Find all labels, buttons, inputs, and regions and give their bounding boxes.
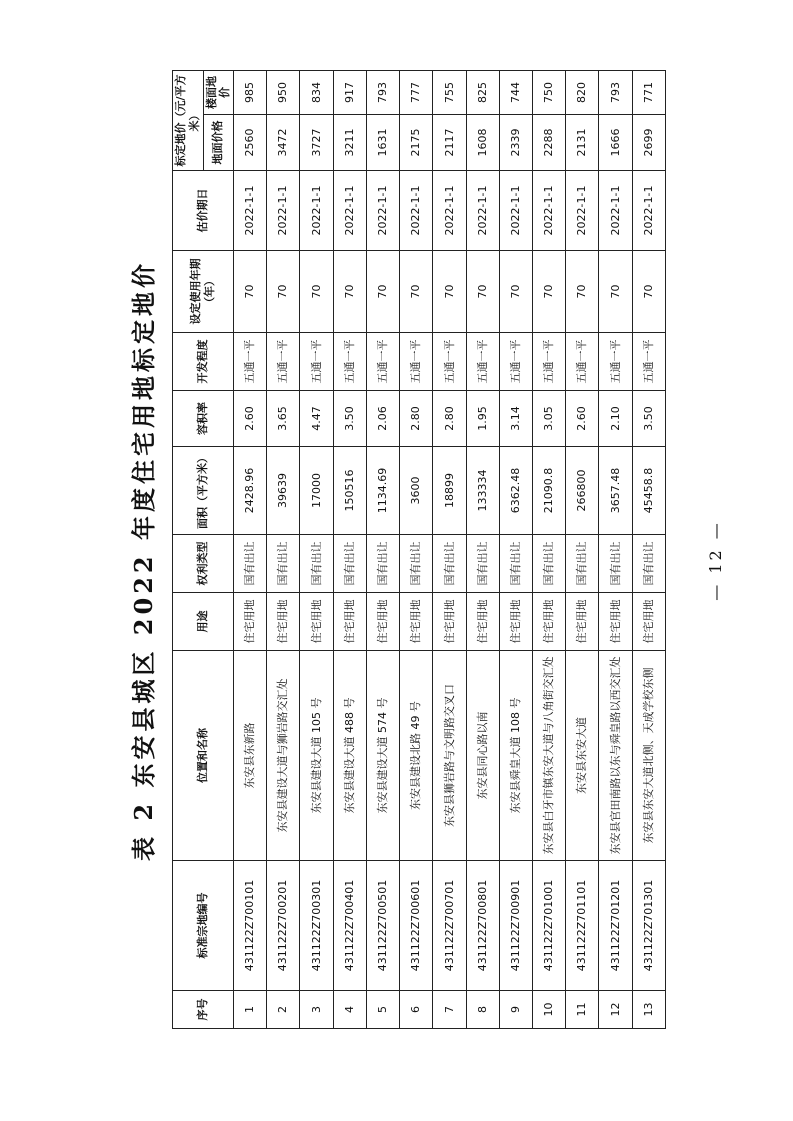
cell-right: 国有出让 (333, 535, 366, 593)
cell-years: 70 (366, 251, 399, 333)
cell-use: 住宅用地 (433, 593, 466, 651)
cell-floor: 985 (234, 71, 267, 115)
cell-date: 2022-1-1 (267, 171, 300, 251)
cell-area: 133334 (466, 447, 499, 535)
cell-land: 2288 (532, 115, 565, 171)
table-body (234, 71, 666, 1029)
cell-floor: 777 (400, 71, 433, 115)
cell-location: 东安县建设北路 49 号 (400, 651, 433, 861)
cell-date: 2022-1-1 (499, 171, 532, 251)
cell-code: 431122Z700701 (433, 861, 466, 991)
cell-area: 1134.69 (366, 447, 399, 535)
cell-use: 住宅用地 (632, 593, 665, 651)
cell-date: 2022-1-1 (300, 171, 333, 251)
cell-dev: 五通一平 (532, 333, 565, 391)
cell-code: 431122Z701101 (566, 861, 599, 991)
table-row (566, 71, 599, 1029)
cell-land: 2131 (566, 115, 599, 171)
cell-floor: 771 (632, 71, 665, 115)
cell-location: 东安县东安大道北侧、天成学校东侧 (632, 651, 665, 861)
cell-use: 住宅用地 (333, 593, 366, 651)
table-row (433, 71, 466, 1029)
cell-location: 东安县东新路 (234, 651, 267, 861)
cell-use: 住宅用地 (566, 593, 599, 651)
cell-years: 70 (466, 251, 499, 333)
cell-seq: 7 (433, 991, 466, 1029)
cell-far: 2.60 (234, 391, 267, 447)
cell-dev: 五通一平 (466, 333, 499, 391)
cell-seq: 4 (333, 991, 366, 1029)
header-floor-price: 楼面地价 (203, 71, 234, 115)
cell-use: 住宅用地 (466, 593, 499, 651)
cell-code: 431122Z700401 (333, 861, 366, 991)
cell-far: 3.14 (499, 391, 532, 447)
cell-years: 70 (499, 251, 532, 333)
cell-years: 70 (532, 251, 565, 333)
table-row (532, 71, 565, 1029)
cell-code: 431122Z701301 (632, 861, 665, 991)
table-row (400, 71, 433, 1029)
header-price-group: 标定地价（元/平方米） (173, 71, 204, 171)
header-far: 容积率 (173, 391, 234, 447)
cell-code: 431122Z700101 (234, 861, 267, 991)
cell-far: 2.80 (400, 391, 433, 447)
table-row (599, 71, 632, 1029)
cell-floor: 950 (267, 71, 300, 115)
cell-far: 2.06 (366, 391, 399, 447)
cell-right: 国有出让 (466, 535, 499, 593)
cell-years: 70 (433, 251, 466, 333)
cell-dev: 五通一平 (300, 333, 333, 391)
cell-date: 2022-1-1 (366, 171, 399, 251)
cell-code: 431122Z701001 (532, 861, 565, 991)
cell-code: 431122Z700301 (300, 861, 333, 991)
cell-area: 18899 (433, 447, 466, 535)
cell-area: 266800 (566, 447, 599, 535)
cell-seq: 11 (566, 991, 599, 1029)
cell-code: 431122Z700901 (499, 861, 532, 991)
cell-date: 2022-1-1 (466, 171, 499, 251)
cell-land: 3472 (267, 115, 300, 171)
table-row (366, 71, 399, 1029)
table-row (499, 71, 532, 1029)
cell-land: 1608 (466, 115, 499, 171)
header-area: 面积（平方米） (173, 447, 234, 535)
land-price-table (172, 70, 666, 1029)
cell-code: 431122Z700801 (466, 861, 499, 991)
cell-seq: 3 (300, 991, 333, 1029)
cell-far: 4.47 (300, 391, 333, 447)
cell-land: 2560 (234, 115, 267, 171)
cell-far: 1.95 (466, 391, 499, 447)
cell-seq: 9 (499, 991, 532, 1029)
cell-right: 国有出让 (366, 535, 399, 593)
cell-location: 东安县建设大道与狮岩路交汇处 (267, 651, 300, 861)
cell-area: 21090.8 (532, 447, 565, 535)
cell-years: 70 (566, 251, 599, 333)
cell-location: 东安县舜皇大道 108 号 (499, 651, 532, 861)
cell-date: 2022-1-1 (333, 171, 366, 251)
cell-land: 1631 (366, 115, 399, 171)
cell-location: 东安县建设大道 488 号 (333, 651, 366, 861)
cell-use: 住宅用地 (234, 593, 267, 651)
cell-date: 2022-1-1 (400, 171, 433, 251)
cell-floor: 834 (300, 71, 333, 115)
cell-seq: 13 (632, 991, 665, 1029)
header-seq: 序号 (173, 991, 234, 1029)
cell-location: 东安县狮岩路与文明路交叉口 (433, 651, 466, 861)
cell-right: 国有出让 (300, 535, 333, 593)
cell-far: 3.65 (267, 391, 300, 447)
cell-dev: 五通一平 (433, 333, 466, 391)
cell-dev: 五通一平 (333, 333, 366, 391)
cell-years: 70 (599, 251, 632, 333)
page-number: — 12 — (706, 520, 725, 601)
cell-dev: 五通一平 (566, 333, 599, 391)
cell-floor: 793 (366, 71, 399, 115)
table-row (333, 71, 366, 1029)
cell-seq: 1 (234, 991, 267, 1029)
cell-floor: 755 (433, 71, 466, 115)
cell-use: 住宅用地 (599, 593, 632, 651)
cell-use: 住宅用地 (400, 593, 433, 651)
cell-land: 3211 (333, 115, 366, 171)
cell-floor: 793 (599, 71, 632, 115)
cell-date: 2022-1-1 (532, 171, 565, 251)
header-date: 估价期日 (173, 171, 234, 251)
cell-date: 2022-1-1 (632, 171, 665, 251)
header-years: 设定使用年期（年） (173, 251, 234, 333)
cell-location: 东安县建设大道 105 号 (300, 651, 333, 861)
cell-area: 17000 (300, 447, 333, 535)
cell-right: 国有出让 (499, 535, 532, 593)
cell-years: 70 (300, 251, 333, 333)
cell-location: 东安县同心路以南 (466, 651, 499, 861)
header-right-type: 权利类型 (173, 535, 234, 593)
cell-code: 431122Z700601 (400, 861, 433, 991)
header-land-price: 地面价格 (203, 115, 234, 171)
cell-floor: 744 (499, 71, 532, 115)
cell-area: 3657.48 (599, 447, 632, 535)
cell-right: 国有出让 (234, 535, 267, 593)
cell-far: 3.50 (333, 391, 366, 447)
cell-years: 70 (632, 251, 665, 333)
cell-land: 1666 (599, 115, 632, 171)
cell-years: 70 (234, 251, 267, 333)
cell-code: 431122Z700201 (267, 861, 300, 991)
cell-seq: 2 (267, 991, 300, 1029)
header-location: 位置和名称 (173, 651, 234, 861)
cell-right: 国有出让 (599, 535, 632, 593)
cell-area: 6362.48 (499, 447, 532, 535)
cell-floor: 917 (333, 71, 366, 115)
cell-date: 2022-1-1 (566, 171, 599, 251)
cell-code: 431122Z701201 (599, 861, 632, 991)
cell-dev: 五通一平 (267, 333, 300, 391)
cell-dev: 五通一平 (632, 333, 665, 391)
cell-use: 住宅用地 (532, 593, 565, 651)
header-dev: 开发程度 (173, 333, 234, 391)
cell-dev: 五通一平 (400, 333, 433, 391)
cell-floor: 820 (566, 71, 599, 115)
cell-floor: 825 (466, 71, 499, 115)
cell-far: 3.05 (532, 391, 565, 447)
cell-far: 2.80 (433, 391, 466, 447)
table-row (300, 71, 333, 1029)
cell-location: 东安县建设大道 574 号 (366, 651, 399, 861)
cell-far: 2.60 (566, 391, 599, 447)
cell-right: 国有出让 (400, 535, 433, 593)
cell-use: 住宅用地 (499, 593, 532, 651)
cell-location: 东安县东安大道 (566, 651, 599, 861)
cell-dev: 五通一平 (234, 333, 267, 391)
cell-location: 东安县白牙市镇东安大道与八角街交汇处 (532, 651, 565, 861)
cell-area: 2428.96 (234, 447, 267, 535)
cell-date: 2022-1-1 (599, 171, 632, 251)
cell-right: 国有出让 (632, 535, 665, 593)
cell-right: 国有出让 (532, 535, 565, 593)
cell-dev: 五通一平 (499, 333, 532, 391)
table-row (234, 71, 267, 1029)
cell-seq: 6 (400, 991, 433, 1029)
cell-far: 2.10 (599, 391, 632, 447)
cell-land: 2117 (433, 115, 466, 171)
cell-years: 70 (400, 251, 433, 333)
cell-right: 国有出让 (433, 535, 466, 593)
cell-seq: 5 (366, 991, 399, 1029)
cell-land: 2175 (400, 115, 433, 171)
cell-years: 70 (333, 251, 366, 333)
cell-use: 住宅用地 (300, 593, 333, 651)
table-row (466, 71, 499, 1029)
cell-land: 2339 (499, 115, 532, 171)
cell-use: 住宅用地 (366, 593, 399, 651)
cell-land: 2699 (632, 115, 665, 171)
table-title: 表 2 东安县城区 2022 年度住宅用地标定地价 (129, 260, 158, 861)
table-row (632, 71, 665, 1029)
cell-code: 431122Z700501 (366, 861, 399, 991)
cell-area: 45458.8 (632, 447, 665, 535)
cell-area: 39639 (267, 447, 300, 535)
cell-use: 住宅用地 (267, 593, 300, 651)
header-use: 用途 (173, 593, 234, 651)
cell-seq: 10 (532, 991, 565, 1029)
table-row (267, 71, 300, 1029)
cell-years: 70 (267, 251, 300, 333)
cell-right: 国有出让 (566, 535, 599, 593)
cell-land: 3727 (300, 115, 333, 171)
header-code: 标准宗地编号 (173, 861, 234, 991)
cell-far: 3.50 (632, 391, 665, 447)
cell-date: 2022-1-1 (433, 171, 466, 251)
cell-area: 150516 (333, 447, 366, 535)
cell-floor: 750 (532, 71, 565, 115)
cell-date: 2022-1-1 (234, 171, 267, 251)
cell-right: 国有出让 (267, 535, 300, 593)
cell-dev: 五通一平 (366, 333, 399, 391)
cell-area: 3600 (400, 447, 433, 535)
cell-dev: 五通一平 (599, 333, 632, 391)
cell-seq: 8 (466, 991, 499, 1029)
cell-location: 东安县官田南路以东与舜皇路以西交汇处 (599, 651, 632, 861)
cell-seq: 12 (599, 991, 632, 1029)
